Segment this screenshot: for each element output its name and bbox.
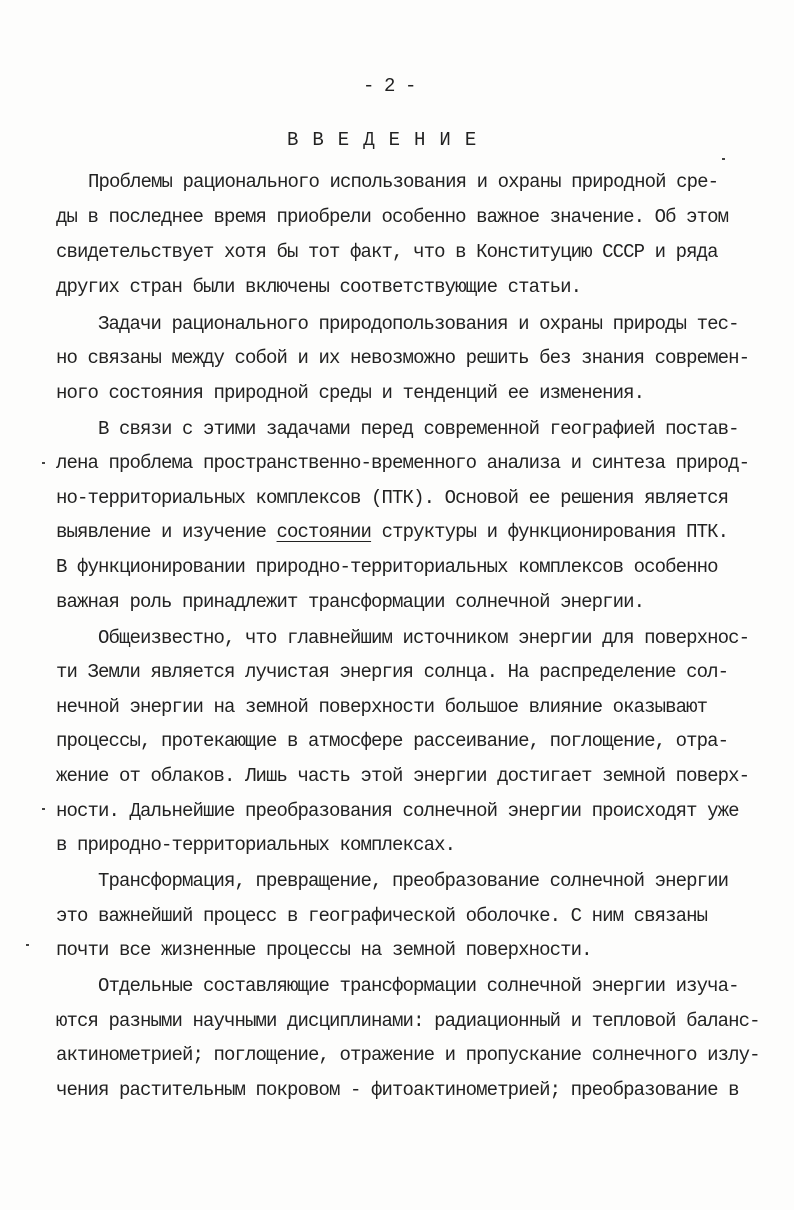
- text-line: но-территориальных комплексов (ПТК). Основой ее решения является: [56, 487, 729, 509]
- text-line: ного состояния природной среды и тенденций ее изменения.: [56, 382, 645, 404]
- scan-speck: [42, 808, 45, 810]
- text-line: Задачи рационального природопользования и охраны природы тес-: [98, 313, 739, 335]
- text-line: чения растительным покровом - фитоактинометрией; преобразование в: [56, 1079, 739, 1101]
- text-line: важная роль принадлежит трансформации солнечной энергии.: [56, 591, 645, 613]
- page-number: - 2 -: [363, 75, 416, 97]
- text-line: В функционировании природно-территориальных комплексов особенно: [56, 556, 718, 578]
- section-heading: ВВЕДЕНИЕ: [287, 129, 491, 151]
- text-line: актинометрией; поглощение, отражение и пропускание солнечного излу-: [56, 1044, 760, 1066]
- text-line: но связаны между собой и их невозможно решить без знания современ-: [56, 347, 750, 369]
- text-line: это важнейший процесс в географической оболочке. С ним связаны: [56, 905, 708, 927]
- scan-speck: [722, 158, 725, 160]
- text-line: ности. Дальнейшие преобразования солнечной энергии происходят уже: [56, 800, 739, 822]
- text-line: В связи с этими задачами перед современной географией постав-: [98, 418, 739, 440]
- text-line: почти все жизненные процессы на земной поверхности.: [56, 939, 592, 961]
- text-line: жение от облаков. Лишь часть этой энергии достигает земной поверх-: [56, 765, 750, 787]
- text-line: Отдельные составляющие трансформации солнечной энергии изуча-: [98, 975, 739, 997]
- scan-speck: [42, 462, 45, 464]
- text-line: лена проблема пространственно-временного анализа и синтеза природ-: [56, 452, 750, 474]
- text-line: [56, 520, 728, 544]
- text-line: нечной энергии на земной поверхности большое влияние оказывают: [56, 696, 708, 718]
- text-segment: выявление и изучение: [56, 521, 277, 543]
- text-segment: структуры и функционирования ПТК.: [371, 521, 729, 543]
- text-line: в природно-территориальных комплексах.: [56, 834, 456, 856]
- text-line: ти Земли является лучистая энергия солнца. На распределение сол-: [56, 661, 729, 683]
- scan-speck: [26, 944, 29, 946]
- text-line: свидетельствует хотя бы тот факт, что в Конституцию СССР и ряда: [56, 241, 718, 263]
- underlined-word: состоянии: [276, 521, 372, 543]
- text-line: Общеизвестно, что главнейшим источником энергии для поверхнос-: [98, 627, 750, 649]
- text-line: Проблемы рационального использования и охраны природной сре-: [88, 171, 719, 193]
- text-line: других стран были включены соответствующие статьи.: [56, 276, 582, 298]
- text-line: ются разными научными дисциплинами: радиационный и тепловой баланс-: [56, 1010, 760, 1032]
- text-line: Трансформация, превращение, преобразование солнечной энергии: [98, 870, 729, 892]
- text-line: ды в последнее время приобрели особенно важное значение. Об этом: [56, 206, 729, 228]
- text-line: процессы, протекающие в атмосфере рассеивание, поглощение, отра-: [56, 730, 729, 752]
